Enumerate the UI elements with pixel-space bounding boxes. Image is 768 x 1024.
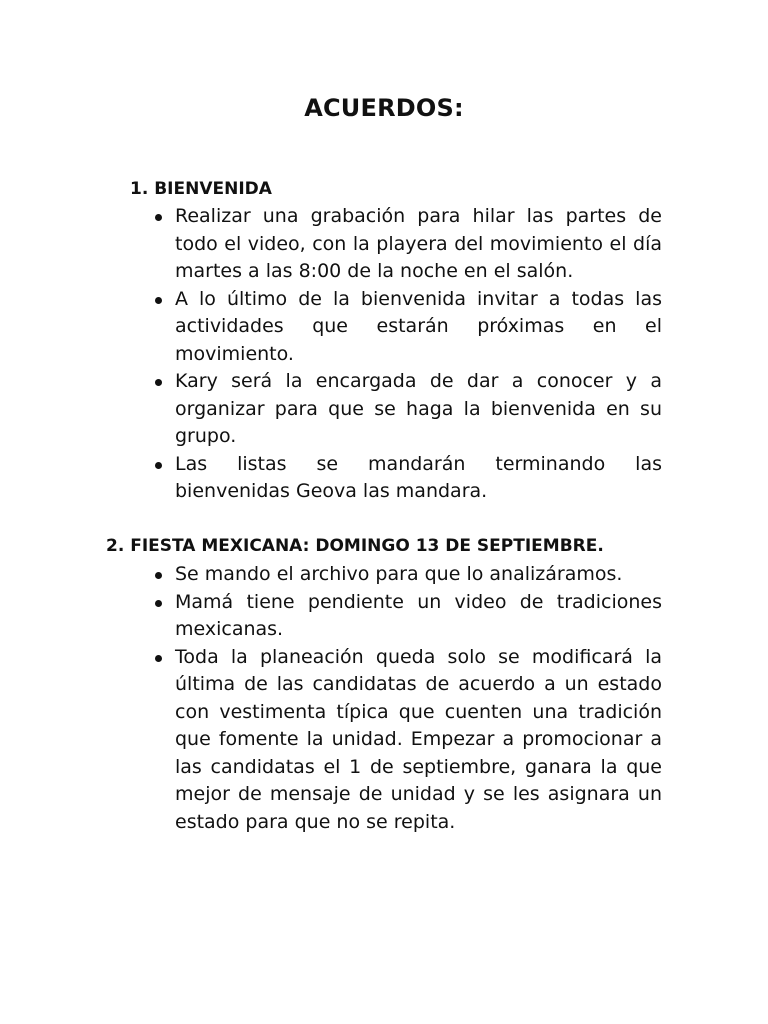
- list-item-text: Kary será la encargada de dar a conocer y a organizar para que se haga la bienvenida en su grupo.: [175, 370, 662, 447]
- bullet-icon: [155, 655, 162, 662]
- bullet-icon: [155, 462, 162, 469]
- bullet-icon: [155, 600, 162, 607]
- list-item: [175, 203, 662, 286]
- list-item: [175, 368, 662, 451]
- bullet-icon: [155, 379, 162, 386]
- section-heading-fiesta-mexicana: 2. FIESTA MEXICANA: DOMINGO 13 DE SEPTIEMBRE.: [106, 536, 604, 556]
- list-item-text: A lo último de la bienvenida invitar a todas las actividades que estarán próximas en el movimiento.: [175, 287, 662, 365]
- list-item: [175, 451, 662, 506]
- list-item: [175, 589, 662, 644]
- list-item-text: Se mando el archivo para que lo analizáramos.: [175, 563, 623, 585]
- bienvenida-list: [175, 203, 662, 506]
- list-item: [175, 286, 662, 369]
- list-item-text: Las listas se mandarán terminando las bienvenidas Geova las mandara.: [175, 452, 662, 502]
- list-item: [175, 561, 662, 589]
- section-heading-bienvenida: 1. BIENVENIDA: [130, 179, 272, 199]
- list-item-text: Toda la planeación queda solo se modificará la última de las candidatas de acuerdo a un estado con vestimenta típica que cuenten una tradición que fomente la unidad. Empezar a promocionar a las candidatas el 1 de septiembre, ganara la que mejor de mensaje de unidad y se les asignara un estado para que no se repita.: [175, 645, 662, 833]
- list-item: [175, 644, 662, 837]
- bullet-icon: [155, 297, 162, 304]
- bullet-icon: [155, 572, 162, 579]
- fiesta-mexicana-list: [175, 561, 662, 836]
- list-item-text: Realizar una grabación para hilar las partes de todo el video, con la playera del movimiento el día martes a las 8:00 de la noche en el salón.: [175, 205, 662, 282]
- list-item-text: Mamá tiene pendiente un video de tradiciones mexicanas.: [175, 590, 662, 640]
- bullet-icon: [155, 214, 162, 221]
- document-title: ACUERDOS:: [304, 94, 464, 122]
